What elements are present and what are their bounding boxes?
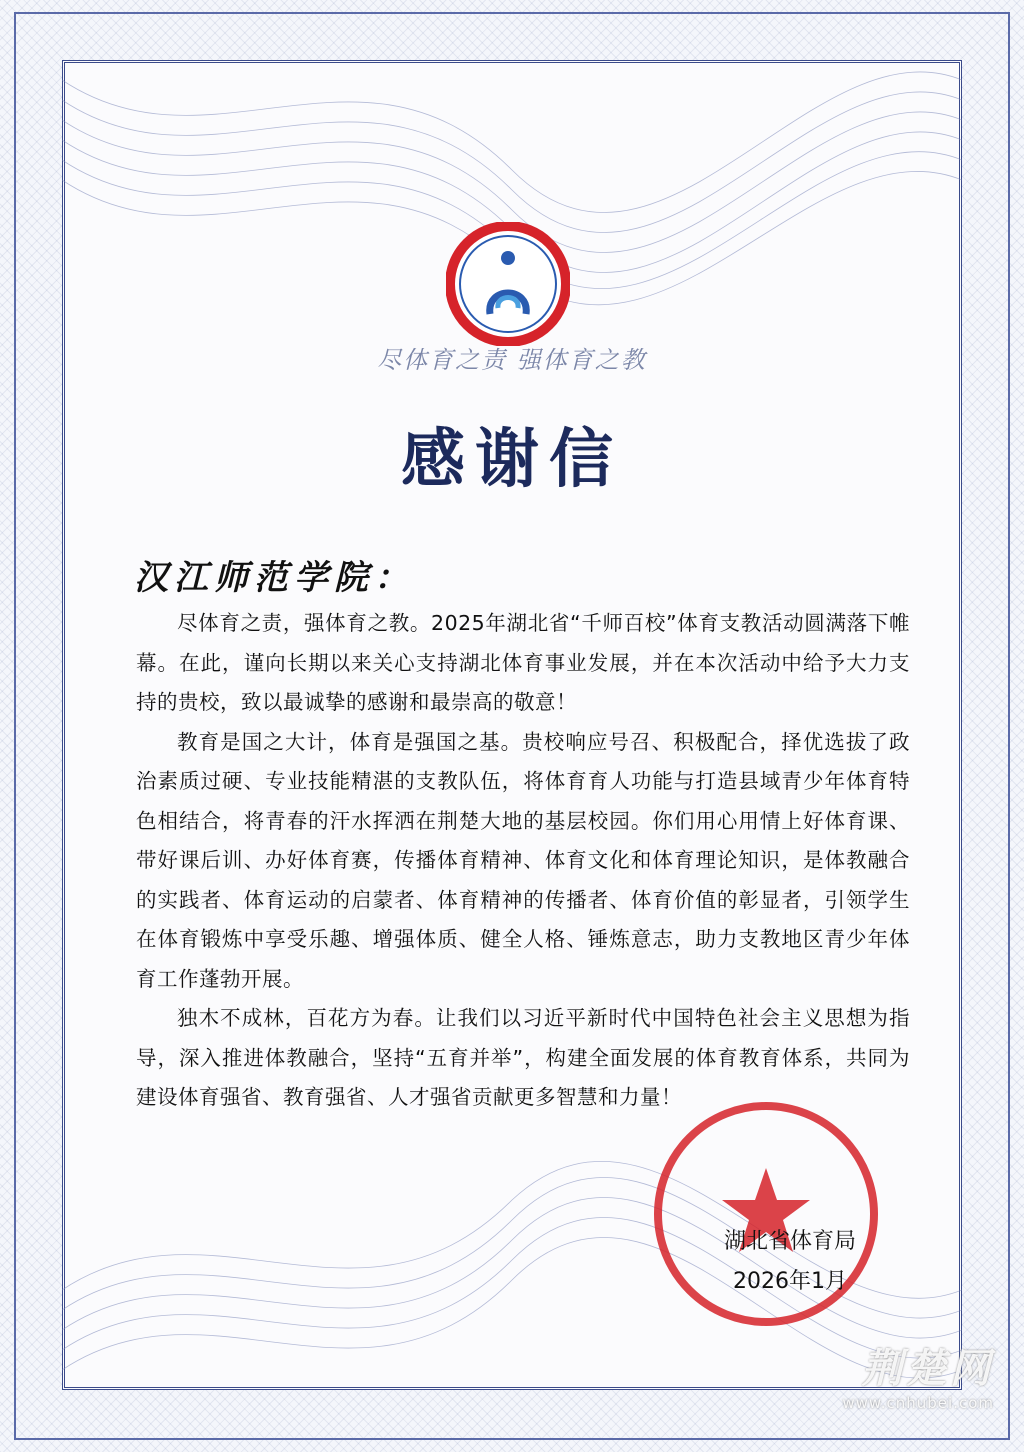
paragraph: 尽体育之责，强体育之教。2025年湖北省“千师百校”体育支教活动圆满落下帷幕。在此，谨向长期以来关心支持湖北体育事业发展，并在本次活动中给予大力支持的贵校，致以最诚挚的感谢和最崇高的敬意！ xyxy=(136,611,910,714)
letter-title: 感谢信 xyxy=(401,422,623,497)
signature-date: 2026年1月 xyxy=(733,1269,847,1294)
event-logo xyxy=(446,222,570,346)
watermark-name: 荆楚网 xyxy=(862,1346,994,1392)
slogan: 尽体育之责 强体育之教 xyxy=(377,346,647,374)
signature-block xyxy=(690,1222,890,1302)
watermark-url: www.cnhubei.com xyxy=(842,1394,994,1412)
watermark xyxy=(814,1337,994,1412)
paragraph: 教育是国之大计，体育是强国之基。贵校响应号召、积极配合，择优选拔了政治素质过硬、专业技能精湛的支教队伍，将体育育人功能与打造县域青少年体育特色相结合，将青春的汗水挥洒在荆楚大地的基层校园。你们用心用情上好体育课、带好课后训、办好体育赛，传播体育精神、体育文化和体育理论知识，是体教融合的实践者、体育运动的启蒙者、体育精神的传播者、体育价值的彰显者，引领学生在体育锻炼中享受乐趣、增强体质、健全人格、锤炼意志，助力支教地区青少年体育工作蓬勃开展。 xyxy=(136,729,910,991)
letter-body xyxy=(136,604,910,1118)
paragraph: 独木不成林，百花方为春。让我们以习近平新时代中国特色社会主义思想为指导，深入推进体教融合，坚持“五育并举”，构建全面发展的体育教育体系，共同为建设体育强省、教育强省、人才强省贡献更多智慧和力量！ xyxy=(136,1006,910,1109)
signature-org: 湖北省体育局 xyxy=(723,1229,856,1254)
recipient: 汉江师范学院： xyxy=(134,558,414,598)
